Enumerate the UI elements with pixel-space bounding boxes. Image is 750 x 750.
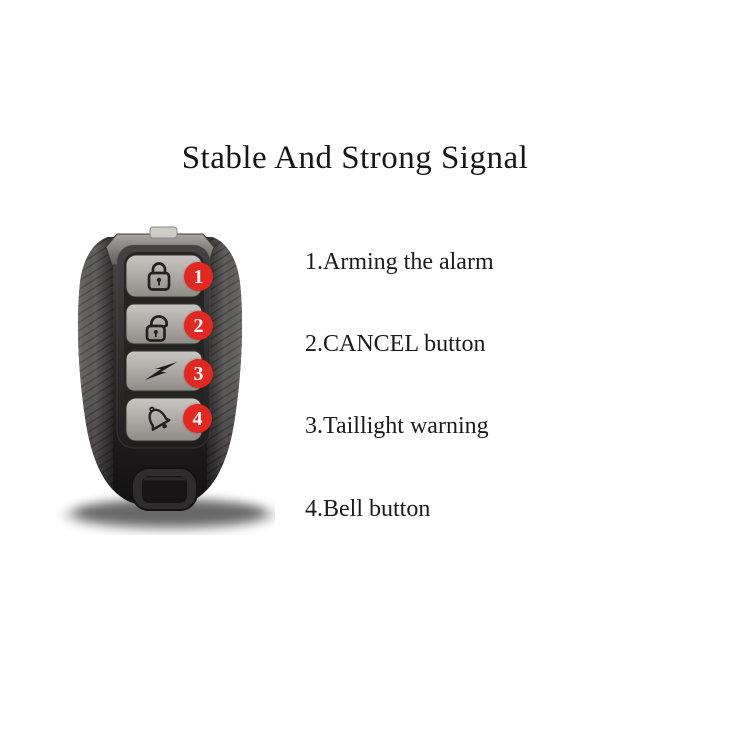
fob-slider-tab (150, 227, 177, 238)
button-badge-2: 2 (184, 311, 213, 340)
key-fob-drawing (45, 225, 275, 535)
legend-item: 1.Arming the alarm (305, 249, 494, 275)
legend-item: 3.Taillight warning (305, 413, 489, 439)
fob-bottom-plate (132, 468, 197, 510)
legend-item: 4.Bell button (305, 496, 431, 522)
button-badge-4: 4 (183, 404, 212, 433)
key-fob-image (45, 225, 275, 535)
button-badge-1: 1 (184, 262, 213, 291)
page-title: Stable And Strong Signal (181, 140, 529, 176)
legend-item: 2.CANCEL button (305, 331, 486, 357)
button-badge-3: 3 (184, 359, 213, 388)
